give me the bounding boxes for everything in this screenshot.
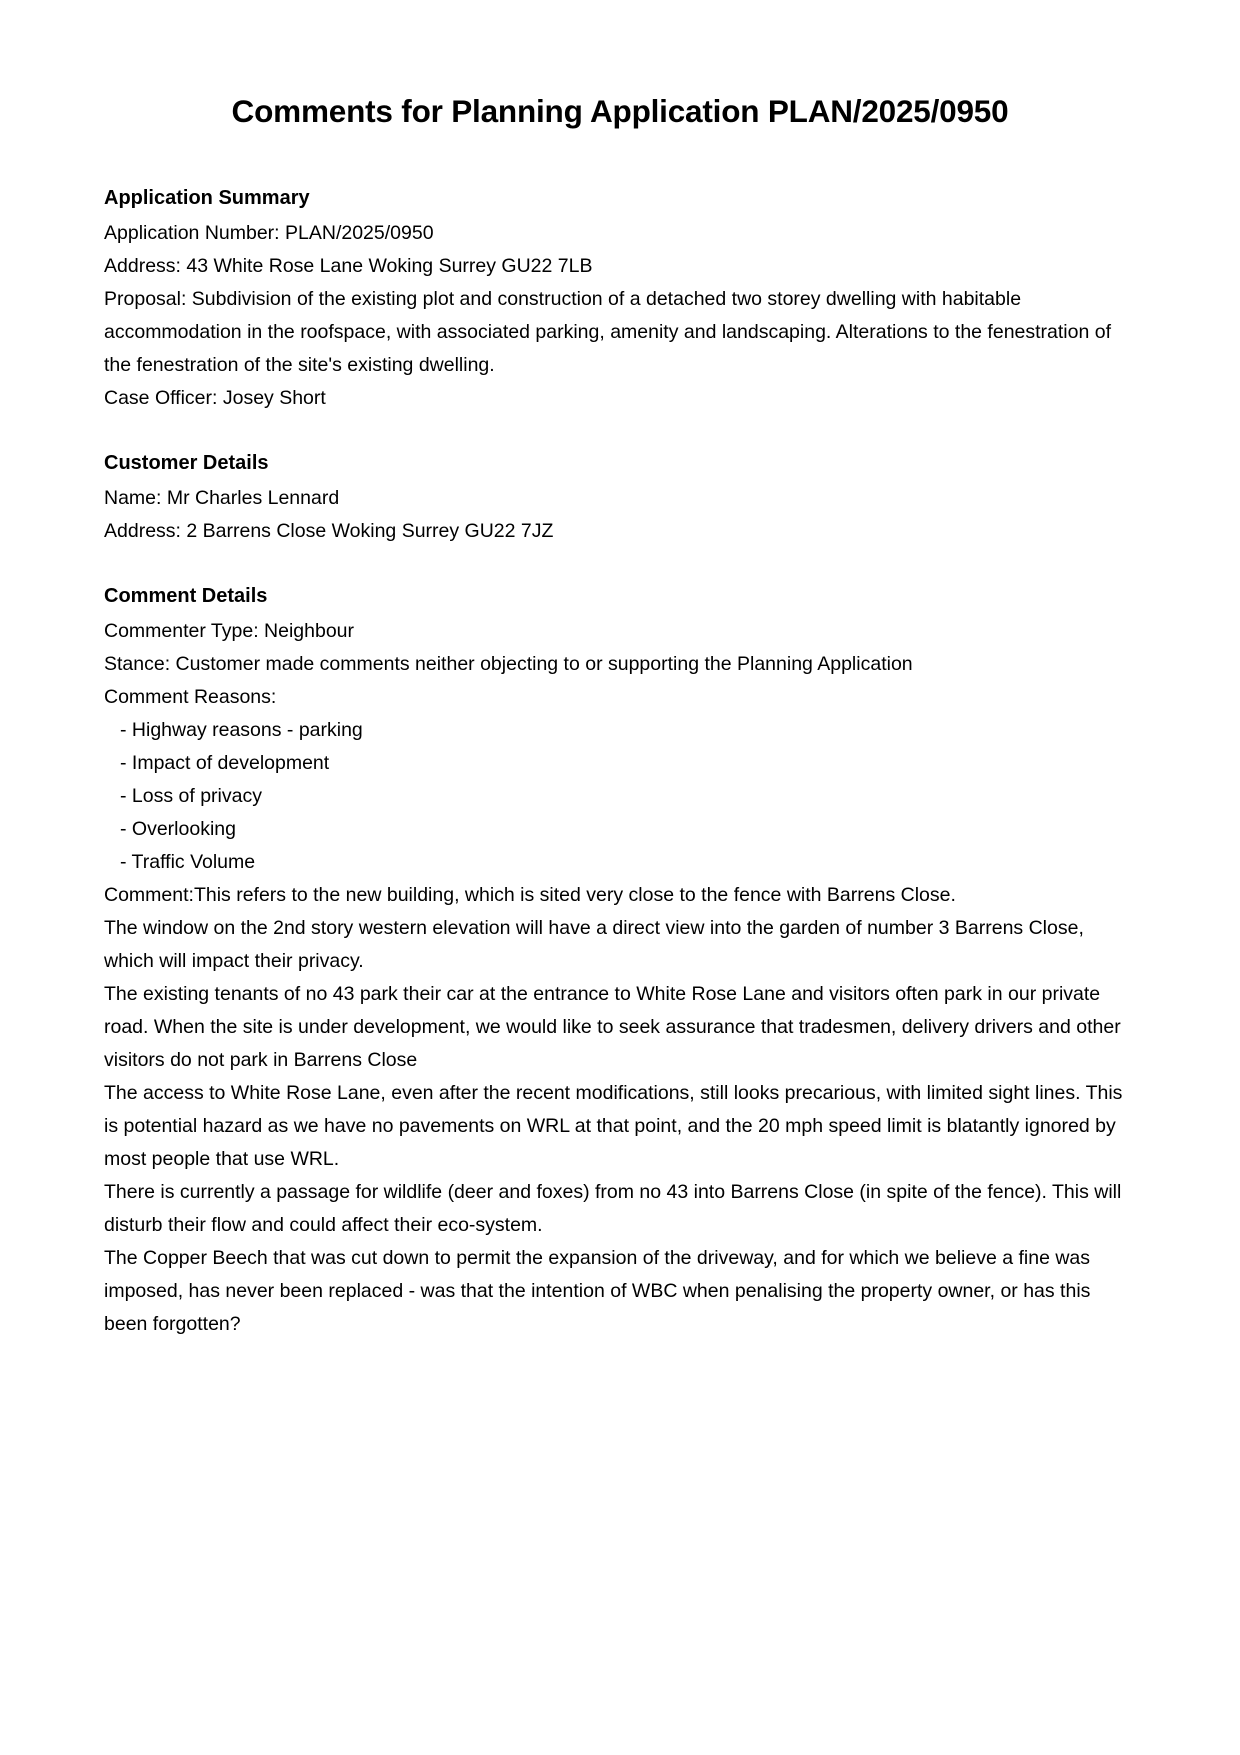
comment-paragraph: Comment:This refers to the new building, which is sited very close to the fence with Barrens Close.	[104, 884, 956, 907]
customer-address-line: Address: 2 Barrens Close Woking Surrey GU22 7JZ	[104, 520, 554, 543]
list-item: - Highway reasons - parking	[120, 719, 363, 742]
section-heading-customer-details: Customer Details	[104, 452, 269, 475]
list-item: - Traffic Volume	[120, 851, 256, 874]
section-spacer-2	[104, 548, 1136, 581]
stance-line: Stance: Customer made comments neither objecting to or supporting the Planning Application	[104, 653, 913, 676]
section-customer-details	[104, 448, 1136, 548]
comment-paragraph: The access to White Rose Lane, even after the recent modifications, still looks precarious, with limited sight lines. This is potential hazard as we have no pavements on WRL at that point, and the 20 mph speed limit is blatantly ignored by most people that use WRL.	[104, 1082, 1123, 1171]
application-number-line: Application Number: PLAN/2025/0950	[104, 222, 434, 245]
list-item: - Impact of development	[120, 752, 330, 775]
title-spacer	[104, 131, 1136, 183]
comment-paragraph: The Copper Beech that was cut down to permit the expansion of the driveway, and for which we believe a fine was imposed, has never been replaced - was that the intention of WBC when penalising the property owner, or has this been forgotten?	[104, 1247, 1091, 1336]
section-application-summary	[104, 183, 1136, 415]
comment-body	[104, 879, 1136, 1341]
comment-paragraph: There is currently a passage for wildlife (deer and foxes) from no 43 into Barrens Close (in spite of the fence). This will disturb their flow and could affect their eco-system.	[104, 1181, 1122, 1237]
commenter-type-line: Commenter Type: Neighbour	[104, 620, 355, 643]
application-proposal-line: Proposal: Subdivision of the existing plot and construction of a detached two storey dwelling with habitable accommodation in the roofspace, with associated parking, amenity and landscaping. Alterations to the fenestration of the fenestration of the site's existing dwelling.	[104, 288, 1112, 377]
section-heading-comment-details: Comment Details	[104, 585, 268, 608]
customer-name-line: Name: Mr Charles Lennard	[104, 487, 340, 510]
page-title: Comments for Planning Application PLAN/2025/0950	[231, 93, 1009, 129]
comment-paragraph: The window on the 2nd story western elevation will have a direct view into the garden of number 3 Barrens Close, which will impact their privacy.	[104, 917, 1084, 973]
list-item: - Loss of privacy	[120, 785, 262, 808]
comment-paragraph: The existing tenants of no 43 park their car at the entrance to White Rose Lane and visitors often park in our private road. When the site is under development, we would like to seek assurance that tradesmen, delivery drivers and other visitors do not park in Barrens Close	[104, 983, 1121, 1072]
section-heading-application-summary: Application Summary	[104, 187, 310, 210]
list-item: - Overlooking	[120, 818, 236, 841]
case-officer-line: Case Officer: Josey Short	[104, 387, 326, 410]
comment-reasons-label: Comment Reasons:	[104, 686, 277, 709]
section-comment-details	[104, 581, 1136, 1341]
comment-reasons-list	[104, 714, 1136, 879]
section-spacer-1	[104, 415, 1136, 448]
application-address-line: Address: 43 White Rose Lane Woking Surrey GU22 7LB	[104, 255, 593, 278]
